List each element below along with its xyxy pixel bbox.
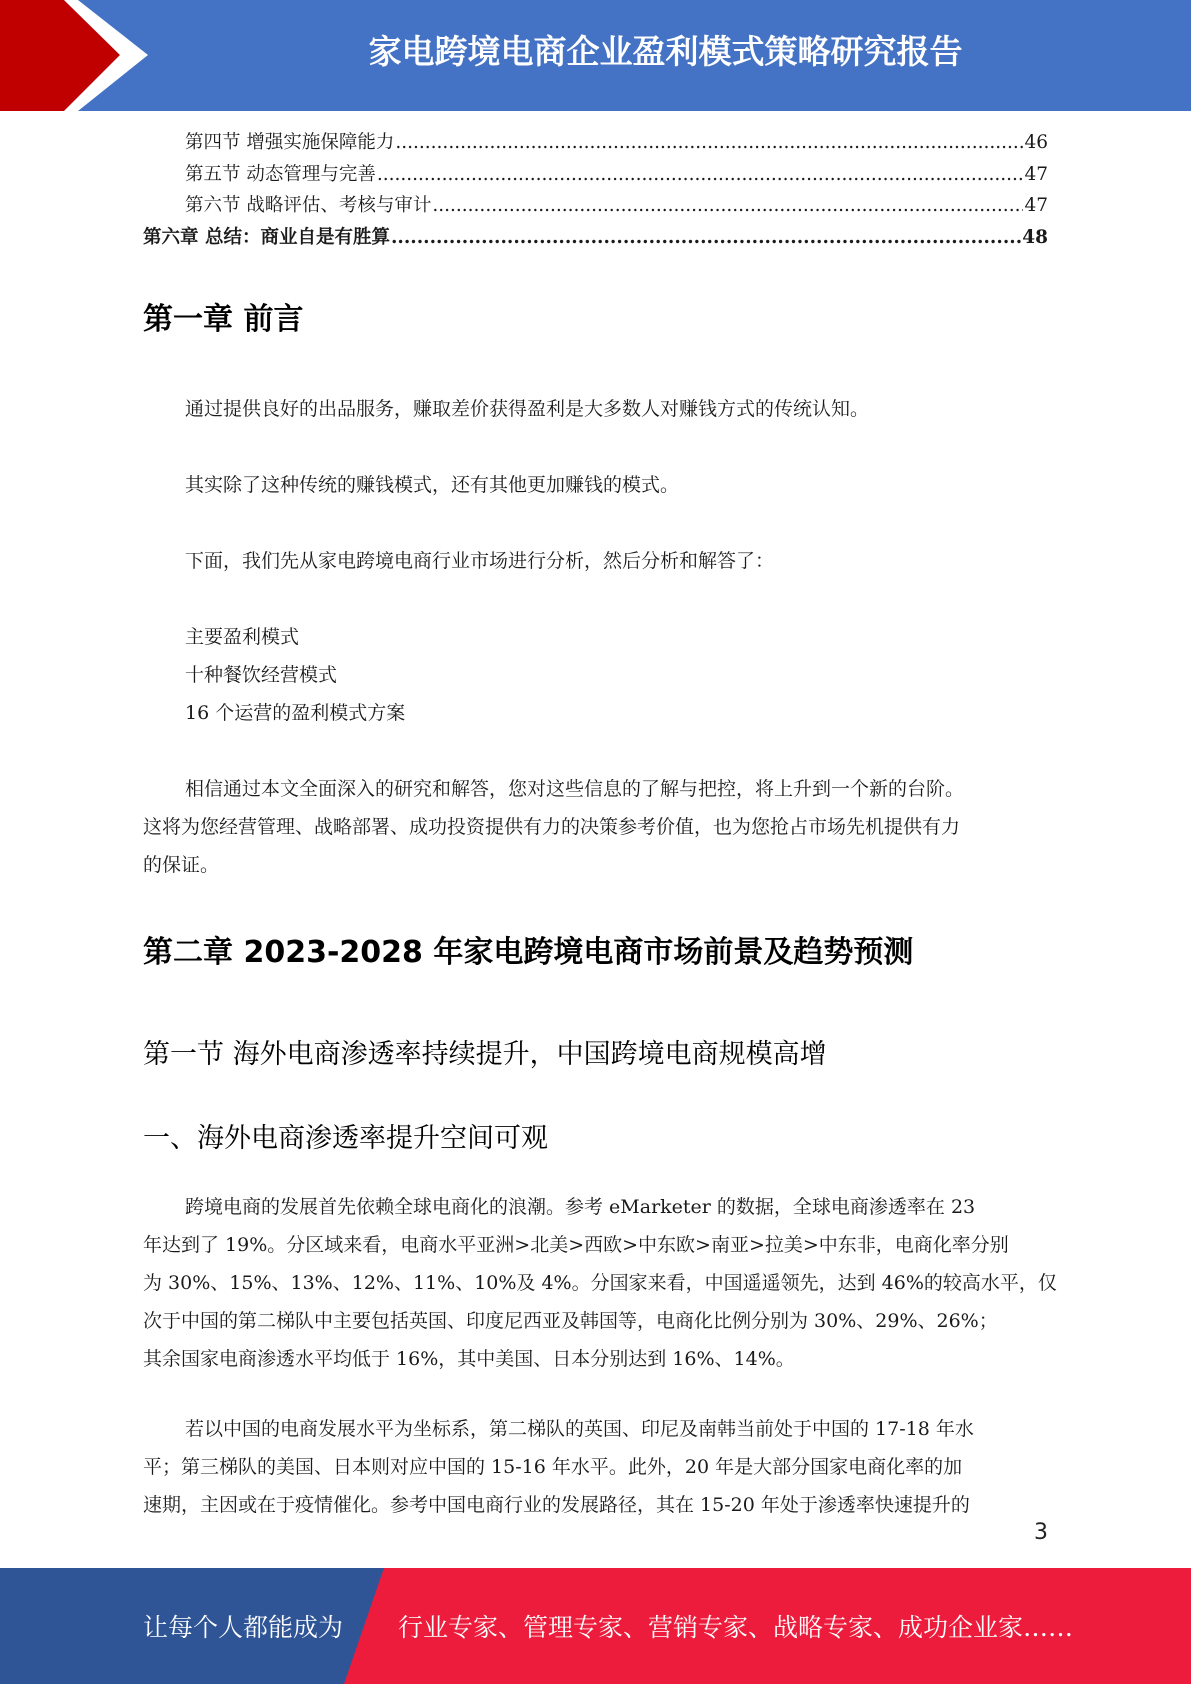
list-item: 16 个运营的盈利模式方案: [185, 702, 406, 724]
toc-leader-dots: [395, 132, 1023, 153]
toc-entry[interactable]: [143, 160, 1048, 192]
paragraph-line: 平；第三梯队的美国、日本则对应中国的 15-16 年水平。此外，20 年是大部分国家电商化率的加: [143, 1456, 963, 1478]
paragraph-line: 这将为您经营管理、战略部署、成功投资提供有力的决策参考价值，也为您抢占市场先机提供有力: [143, 816, 961, 838]
toc-entry-chapter[interactable]: [143, 223, 1048, 255]
paragraph-line: 其余国家电商渗透水平均低于 16%，其中美国、日本分别达到 16%、14%。: [143, 1348, 795, 1370]
chapter-1-heading: 第一章 前言: [143, 302, 304, 337]
list-item: 十种餐饮经营模式: [185, 664, 338, 686]
toc-entry-label: 第六章 总结：商业自是有胜算: [143, 226, 390, 248]
header-arrow-decoration: [0, 0, 180, 111]
toc-entry-page: 47: [1024, 195, 1048, 216]
bullet-list: [143, 618, 1048, 732]
page-number: 3: [1034, 1520, 1048, 1545]
paragraph-line: 相信通过本文全面深入的研究和解答，您对这些信息的了解与把控，将上升到一个新的台阶。: [185, 778, 965, 800]
list-item: 主要盈利模式: [185, 626, 300, 648]
paragraph-line: 跨境电商的发展首先依赖全球电商化的浪潮。参考 eMarketer 的数据，全球电商渗透率在 23: [185, 1196, 976, 1218]
paragraph: 下面，我们先从家电跨境电商行业市场进行分析，然后分析和解答了：: [185, 550, 775, 572]
paragraph-line: 次于中国的第二梯队中主要包括英国、印度尼西亚及韩国等，电商化比例分别为 30%、29%、26%；: [143, 1310, 998, 1332]
subsection-heading: 一、海外电商渗透率提升空间可观: [143, 1123, 548, 1154]
header-banner: [0, 0, 1191, 111]
paragraph-line: 年达到了 19%。分区域来看，电商水平亚洲>北美>西欧>中东欧>南亚>拉美>中东非，电商化率分别: [143, 1234, 1009, 1256]
toc-entry-page: 46: [1024, 132, 1048, 153]
paragraph-line: 若以中国的电商发展水平为坐标系，第二梯队的英国、印尼及南韩当前处于中国的 17-18 年水: [185, 1418, 974, 1440]
toc-leader-dots: [377, 164, 1024, 185]
toc-entry-page: 48: [1022, 226, 1048, 248]
toc-entry-page: 47: [1024, 163, 1048, 185]
chapter-2-heading: 第二章 2023-2028 年家电跨境电商市场前景及趋势预测: [143, 935, 914, 970]
toc-entry[interactable]: [143, 191, 1048, 223]
paragraph-line: 为 30%、15%、13%、12%、11%、10%及 4%。分国家来看，中国遥遥领先，达到 46%的较高水平，仅: [143, 1272, 1057, 1294]
footer-slogan-right: 行业专家、管理专家、营销专家、战略专家、成功企业家……: [398, 1613, 1074, 1642]
paragraph: 其实除了这种传统的赚钱模式，还有其他更加赚钱的模式。: [185, 474, 680, 496]
footer-banner: [0, 1568, 1191, 1684]
report-title: 家电跨境电商企业盈利模式策略研究报告: [368, 32, 963, 71]
toc-leader-dots: [432, 195, 1023, 216]
paragraph: [143, 1410, 1048, 1524]
toc-entry[interactable]: [143, 128, 1048, 160]
paragraph-line: 的保证。: [143, 854, 220, 876]
paragraph: 通过提供良好的出品服务，赚取差价获得盈利是大多数人对赚钱方式的传统认知。: [185, 398, 870, 420]
paragraph: [143, 770, 1048, 884]
table-of-contents: [143, 128, 1048, 254]
toc-entry-label: 第四节 增强实施保障能力: [185, 132, 395, 153]
section-heading: 第一节 海外电商渗透率持续提升，中国跨境电商规模高增: [143, 1039, 827, 1070]
toc-leader-dots: [391, 227, 1021, 248]
toc-entry-label: 第五节 动态管理与完善: [185, 163, 376, 185]
paragraph-line: 速期，主因或在于疫情催化。参考中国电商行业的发展路径，其在 15-20 年处于渗透率快速提升的: [143, 1494, 970, 1516]
footer-slogan-left: 让每个人都能成为: [143, 1613, 344, 1642]
paragraph: [143, 1188, 1057, 1378]
toc-entry-label: 第六节 战略评估、考核与审计: [185, 195, 432, 216]
